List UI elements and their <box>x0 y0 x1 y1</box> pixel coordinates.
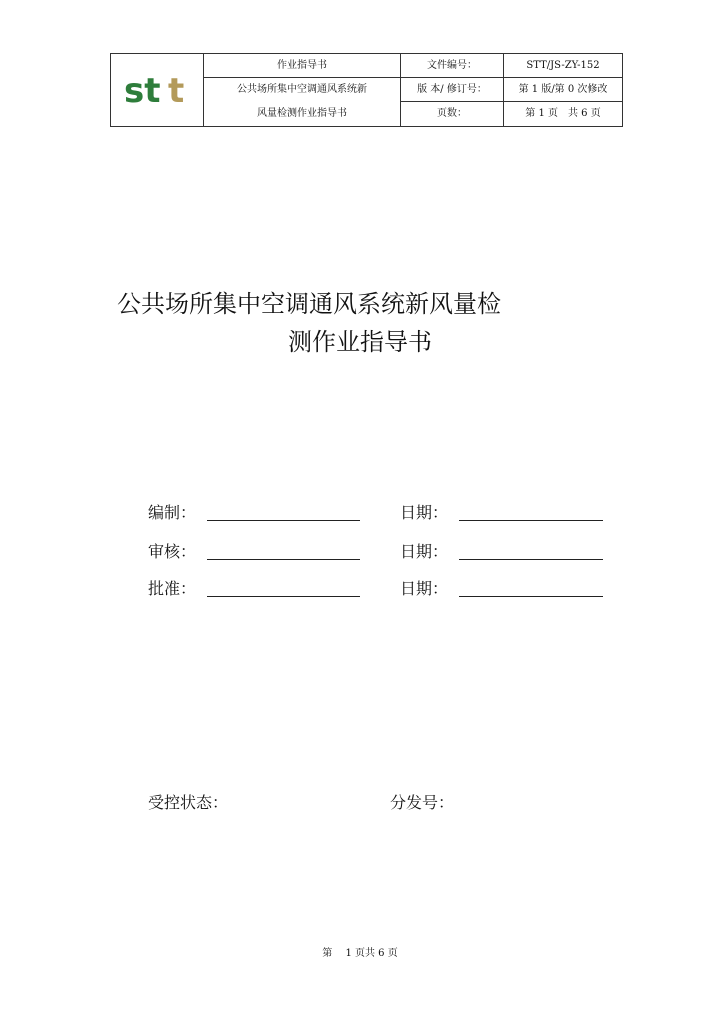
doc-name-line1: 公共场所集中空调通风系统新 <box>204 78 401 102</box>
approved-date-label: 日期： <box>400 579 449 598</box>
title-line2: 测作业指导书 <box>288 328 432 356</box>
control-status-row <box>0 790 720 814</box>
prepared-by-label: 编制： <box>148 503 197 522</box>
reviewed-date-line[interactable] <box>459 559 603 560</box>
reviewed-by-line[interactable] <box>207 559 360 560</box>
pages-label: 页数： <box>401 102 504 127</box>
pages-value: 第 1 页 共 6 页 <box>504 102 623 127</box>
file-no-label: 文件编号： <box>401 54 504 78</box>
reviewed-date-label: 日期： <box>400 542 449 561</box>
approved-date-line[interactable] <box>459 596 603 597</box>
file-no-value: STT/JS-ZY-152 <box>504 54 623 78</box>
page-footer: 第 1 页共 6 页 <box>322 948 398 959</box>
stt-logo <box>122 70 192 110</box>
approved-by-label: 批准： <box>148 579 197 598</box>
prepared-by-line[interactable] <box>207 520 360 521</box>
approved-by-line[interactable] <box>207 596 360 597</box>
title-line1: 公共场所集中空调通风系统新风量检 <box>117 290 501 318</box>
signature-row-reviewed <box>0 539 720 563</box>
document-header-table <box>110 53 623 127</box>
signature-row-approved <box>0 576 720 600</box>
logo-cell <box>111 54 204 127</box>
control-status-label: 受控状态： <box>148 793 229 812</box>
doc-name-line2: 风量检测作业指导书 <box>204 102 401 127</box>
prepared-date-line[interactable] <box>459 520 603 521</box>
reviewed-by-label: 审核： <box>148 542 197 561</box>
version-value: 第 1 版/第 0 次修改 <box>504 78 623 102</box>
logo-text-st: st <box>124 70 161 110</box>
logo-text-t: t <box>168 70 185 110</box>
doc-type-cell: 作业指导书 <box>204 54 401 78</box>
signature-row-prepared <box>0 500 720 524</box>
version-label: 版 本/ 修订号： <box>401 78 504 102</box>
issue-number-label: 分发号： <box>390 793 455 812</box>
prepared-date-label: 日期： <box>400 503 449 522</box>
